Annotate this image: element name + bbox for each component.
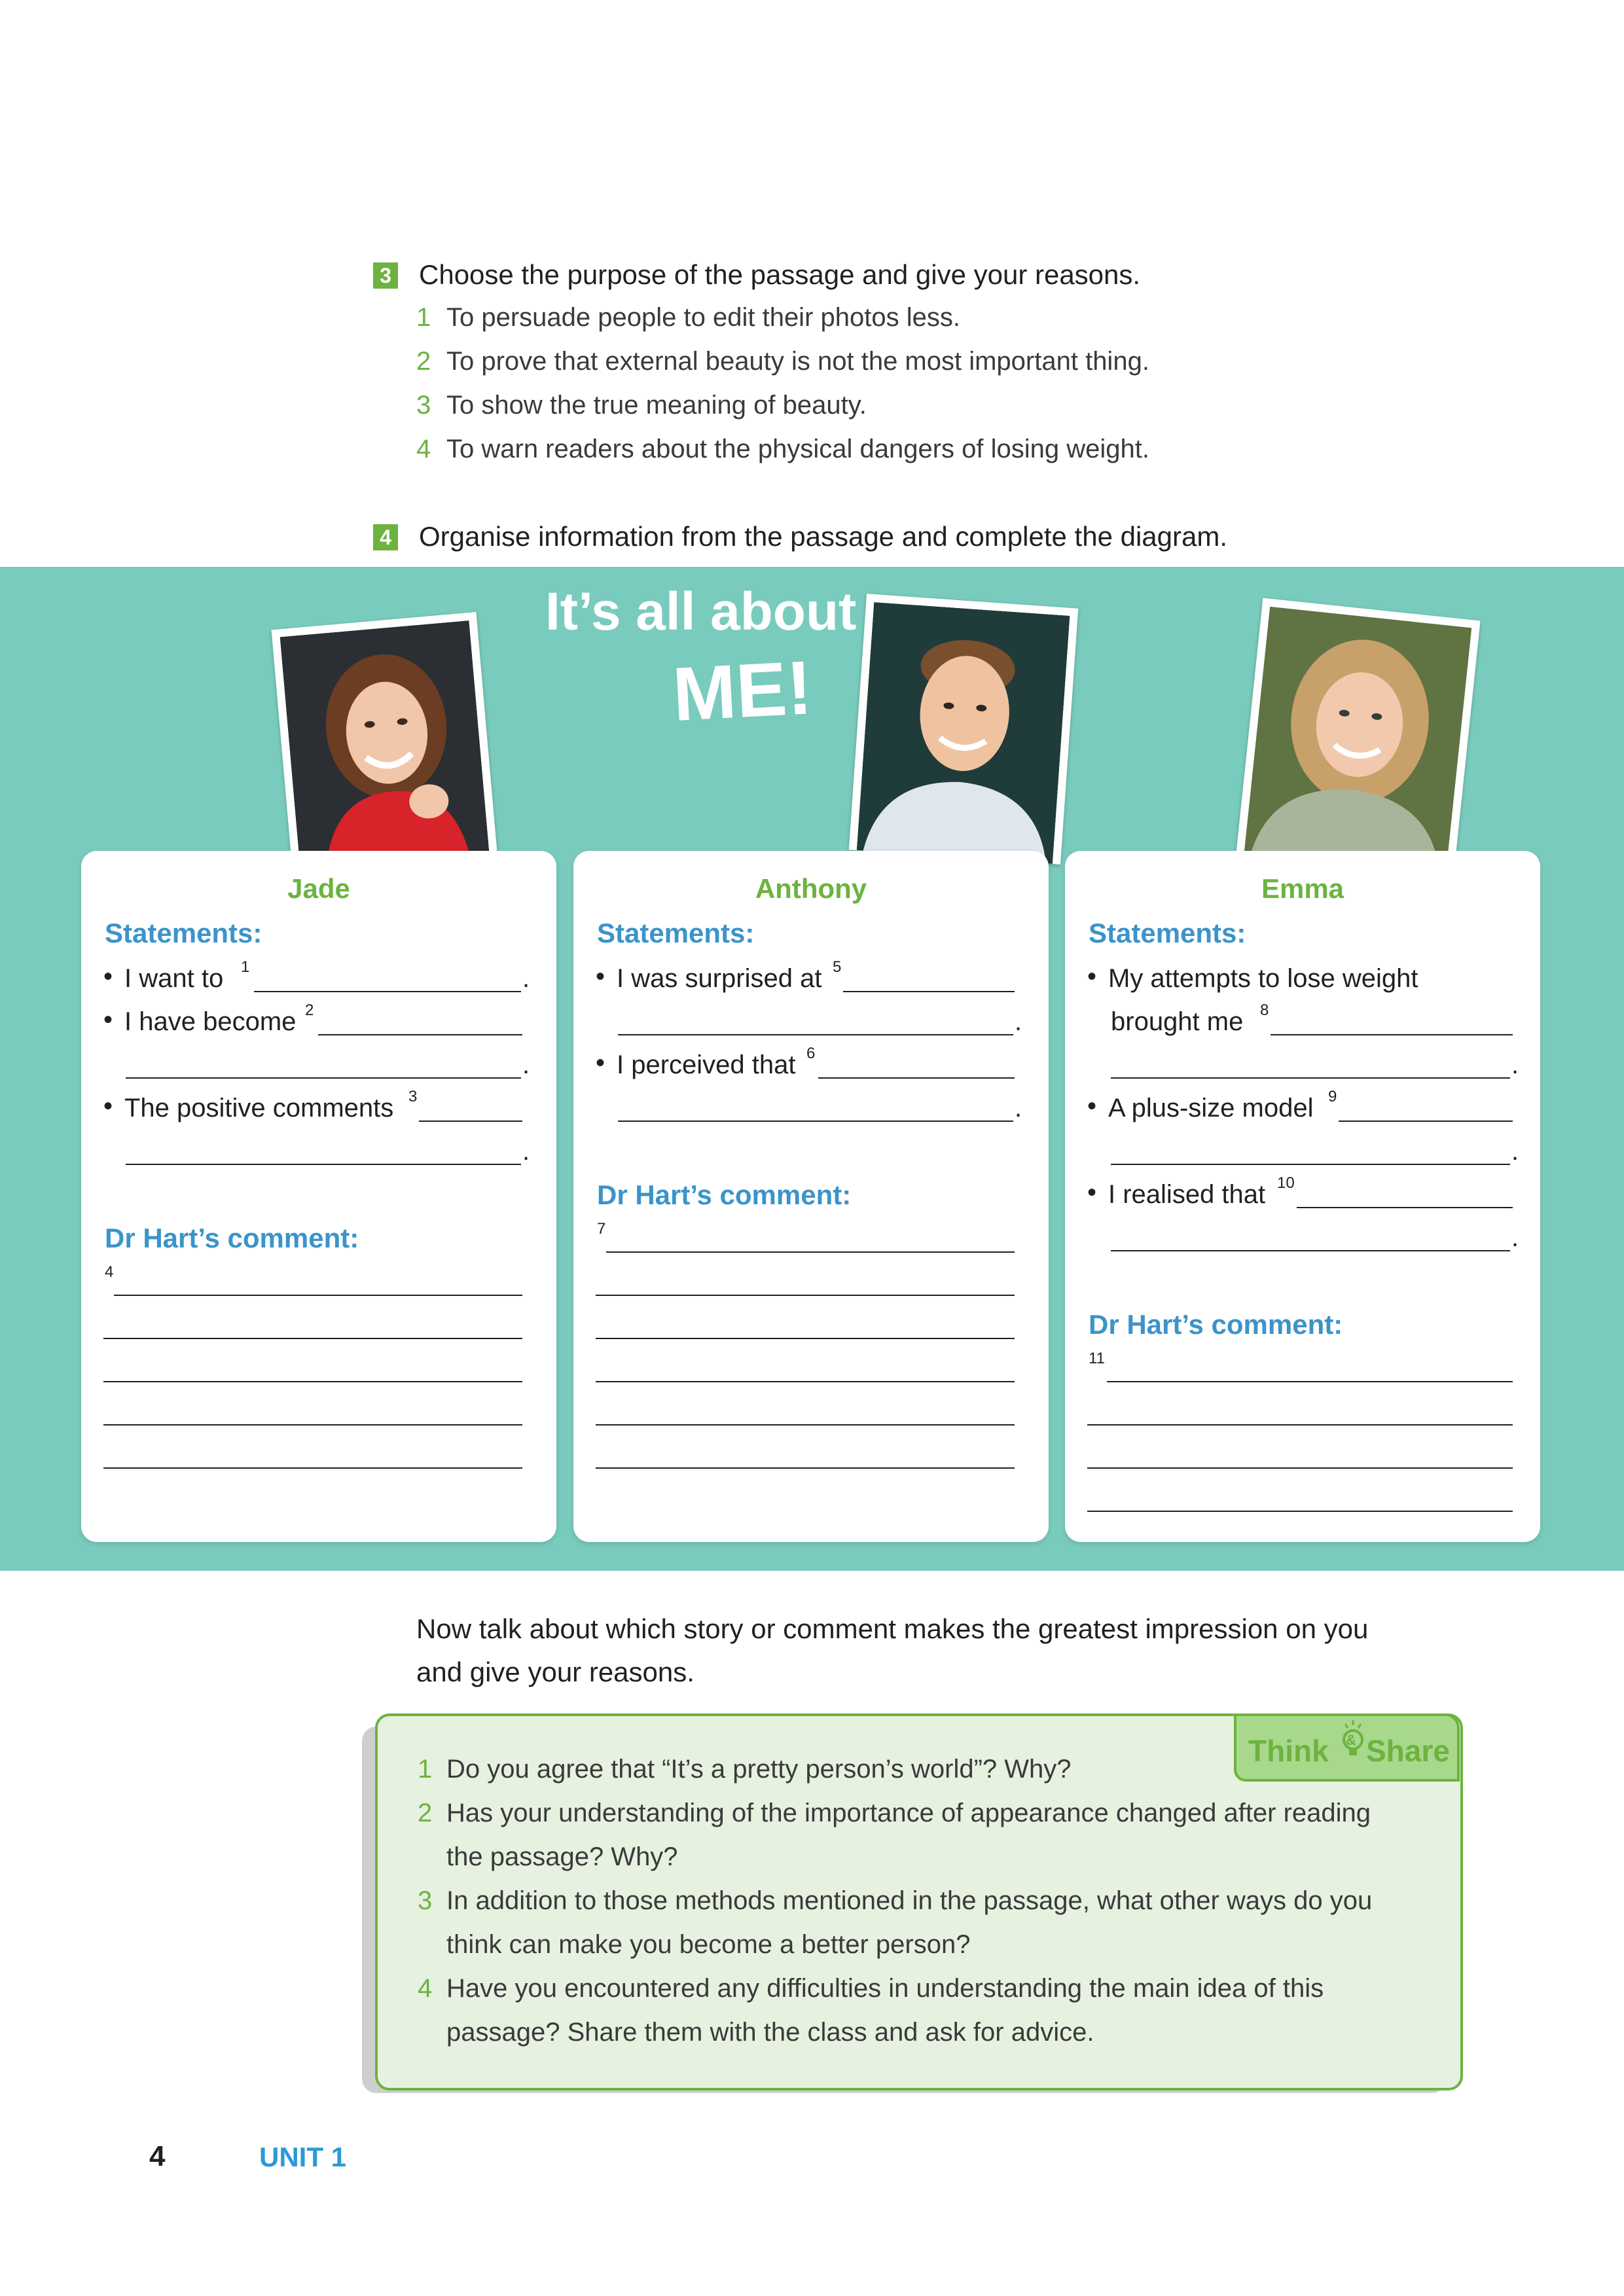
- question-3-cont: think can make you become a better person?: [446, 1930, 971, 1959]
- bullet-icon: •: [596, 1049, 605, 1077]
- comment-line[interactable]: [103, 1381, 522, 1382]
- comment-line[interactable]: [103, 1467, 522, 1469]
- blank-number: 1: [241, 958, 250, 976]
- comment-line[interactable]: [596, 1381, 1015, 1382]
- diagram-title-line2: ME!: [670, 644, 814, 737]
- comment-line[interactable]: [596, 1467, 1015, 1469]
- bullet-icon: •: [1087, 1178, 1097, 1207]
- statements-heading: Statements:: [597, 918, 755, 948]
- discussion-line-1: Now talk about which story or comment makes the greatest impression on you: [416, 1613, 1369, 1644]
- answer-blank-5-cont[interactable]: [618, 1034, 1013, 1035]
- blank-number: 11: [1089, 1350, 1105, 1367]
- comment-line[interactable]: [1087, 1467, 1513, 1469]
- blank-number: 5: [833, 958, 842, 976]
- comment-line[interactable]: [606, 1251, 1015, 1253]
- comment-line[interactable]: [1087, 1424, 1513, 1426]
- question-number: 4: [418, 1974, 433, 2003]
- card-name: Anthony: [755, 873, 867, 904]
- period-mark: .: [522, 1137, 530, 1166]
- comment-line[interactable]: [103, 1424, 522, 1426]
- question-text: In addition to those methods mentioned in the passage, what other ways do you: [446, 1886, 1373, 1915]
- statements-heading: Statements:: [1089, 918, 1246, 948]
- option-number: 4: [416, 435, 431, 463]
- card-anthony: [573, 851, 1049, 1542]
- share-label: Share: [1366, 1734, 1450, 1768]
- statement-text: I want to: [124, 964, 224, 993]
- blank-number: 7: [597, 1220, 606, 1238]
- blank-number: 2: [305, 1001, 314, 1019]
- exercise-3-option[interactable]: [416, 301, 960, 334]
- blank-number: 8: [1260, 1001, 1269, 1019]
- answer-blank-3[interactable]: [419, 1121, 522, 1122]
- answer-blank-10-cont[interactable]: [1111, 1250, 1510, 1251]
- statement-text: I realised that: [1108, 1180, 1266, 1209]
- question-number: 3: [418, 1886, 433, 1915]
- comment-heading: Dr Hart’s comment:: [1089, 1309, 1343, 1340]
- answer-blank-3-cont[interactable]: [126, 1164, 521, 1165]
- diagram-title-line1: It’s all about: [545, 582, 857, 641]
- portrait-anthony: [857, 602, 1070, 864]
- bullet-icon: •: [1087, 962, 1097, 991]
- comment-line[interactable]: [114, 1295, 522, 1296]
- statement-text: My attempts to lose weight: [1108, 964, 1418, 993]
- question-2-cont: the passage? Why?: [446, 1842, 678, 1871]
- option-number: 2: [416, 347, 431, 376]
- page-number: 4: [149, 2140, 166, 2172]
- period-mark: .: [1511, 1050, 1519, 1079]
- exercise-3-instruction: Choose the purpose of the passage and give your reasons.: [419, 259, 1141, 290]
- comment-line[interactable]: [596, 1295, 1015, 1296]
- blank-number: 10: [1277, 1174, 1295, 1192]
- comment-line[interactable]: [1087, 1511, 1513, 1512]
- think-share-tab: [1234, 1713, 1460, 1782]
- question-1: [418, 1748, 1072, 1791]
- period-mark: .: [1015, 1094, 1022, 1122]
- answer-blank-5[interactable]: [843, 991, 1015, 992]
- card-name: Jade: [287, 873, 350, 904]
- option-number: 3: [416, 391, 431, 420]
- blank-number: 4: [105, 1263, 114, 1281]
- question-3: [418, 1879, 1373, 1922]
- answer-blank-9-cont[interactable]: [1111, 1164, 1510, 1165]
- answer-blank-6[interactable]: [818, 1077, 1015, 1079]
- answer-blank-10[interactable]: [1297, 1207, 1513, 1208]
- statement-text: I was surprised at: [617, 964, 822, 993]
- question-4-cont: passage? Share them with the class and ask for advice.: [446, 2018, 1094, 2047]
- card-jade: [81, 851, 556, 1542]
- exercise-3-option[interactable]: [416, 433, 1149, 465]
- think-label: Think: [1248, 1734, 1329, 1768]
- question-2: [418, 1791, 1371, 1835]
- option-text: To persuade people to edit their photos less.: [446, 303, 960, 332]
- comment-heading: Dr Hart’s comment:: [597, 1179, 852, 1210]
- bullet-icon: •: [103, 1092, 113, 1121]
- unit-label: UNIT 1: [259, 2142, 347, 2172]
- period-mark: .: [1015, 1007, 1022, 1036]
- statement-text: A plus-size model: [1108, 1094, 1314, 1122]
- answer-blank-8[interactable]: [1271, 1034, 1513, 1035]
- statement-text: The positive comments: [124, 1094, 394, 1122]
- statements-heading: Statements:: [105, 918, 262, 948]
- blank-number: 3: [408, 1088, 418, 1105]
- answer-blank-1[interactable]: [254, 991, 521, 992]
- portrait-emma: [1244, 607, 1471, 875]
- card-emma: [1065, 851, 1540, 1542]
- answer-blank-6-cont[interactable]: [618, 1121, 1013, 1122]
- question-number: 2: [418, 1799, 433, 1827]
- exercise-4-badge: 4: [373, 524, 398, 550]
- bullet-icon: •: [103, 962, 113, 991]
- answer-blank-9[interactable]: [1339, 1121, 1513, 1122]
- statement-text: I perceived that: [617, 1050, 796, 1079]
- ampersand-label: &: [1346, 1732, 1356, 1748]
- bullet-icon: •: [103, 1005, 113, 1034]
- option-text: To show the true meaning of beauty.: [446, 391, 867, 420]
- statement-text: I have become: [124, 1007, 297, 1036]
- blank-number: 9: [1328, 1088, 1337, 1105]
- discussion-line-2: and give your reasons.: [416, 1657, 695, 1687]
- question-number: 1: [418, 1755, 433, 1784]
- period-mark: .: [522, 964, 530, 993]
- question-text: Has your understanding of the importance of appearance changed after reading: [446, 1799, 1371, 1827]
- question-text: Do you agree that “It’s a pretty person’s world”? Why?: [446, 1755, 1072, 1784]
- option-text: To warn readers about the physical dangers of losing weight.: [446, 435, 1149, 463]
- blank-number: 6: [806, 1045, 816, 1062]
- bullet-icon: •: [596, 962, 605, 991]
- photo-anthony: [849, 594, 1079, 865]
- exercise-3-option[interactable]: [416, 345, 1149, 378]
- option-number: 1: [416, 303, 431, 332]
- exercise-3-badge: 3: [373, 262, 398, 289]
- period-mark: .: [522, 1050, 530, 1079]
- comment-line[interactable]: [1107, 1381, 1513, 1382]
- comment-line[interactable]: [103, 1338, 522, 1339]
- comment-line[interactable]: [596, 1424, 1015, 1426]
- option-text: To prove that external beauty is not the most important thing.: [446, 347, 1149, 376]
- card-name: Emma: [1261, 873, 1344, 904]
- bullet-icon: •: [1087, 1092, 1097, 1121]
- answer-blank-2-cont[interactable]: [126, 1077, 521, 1079]
- exercise-4-instruction: Organise information from the passage and complete the diagram.: [419, 521, 1228, 552]
- question-4: [418, 1967, 1324, 2010]
- period-mark: .: [1511, 1137, 1519, 1166]
- comment-heading: Dr Hart’s comment:: [105, 1223, 359, 1253]
- photo-jade: [272, 612, 497, 870]
- answer-blank-2[interactable]: [318, 1034, 522, 1035]
- period-mark: .: [1511, 1223, 1519, 1252]
- exercise-3-option[interactable]: [416, 389, 867, 422]
- answer-blank-8-cont[interactable]: [1111, 1077, 1510, 1079]
- portrait-jade: [280, 620, 490, 869]
- statement-text: brought me: [1111, 1007, 1244, 1036]
- comment-line[interactable]: [596, 1338, 1015, 1339]
- photo-emma: [1236, 598, 1480, 876]
- question-text: Have you encountered any difficulties in understanding the main idea of this: [446, 1974, 1324, 2003]
